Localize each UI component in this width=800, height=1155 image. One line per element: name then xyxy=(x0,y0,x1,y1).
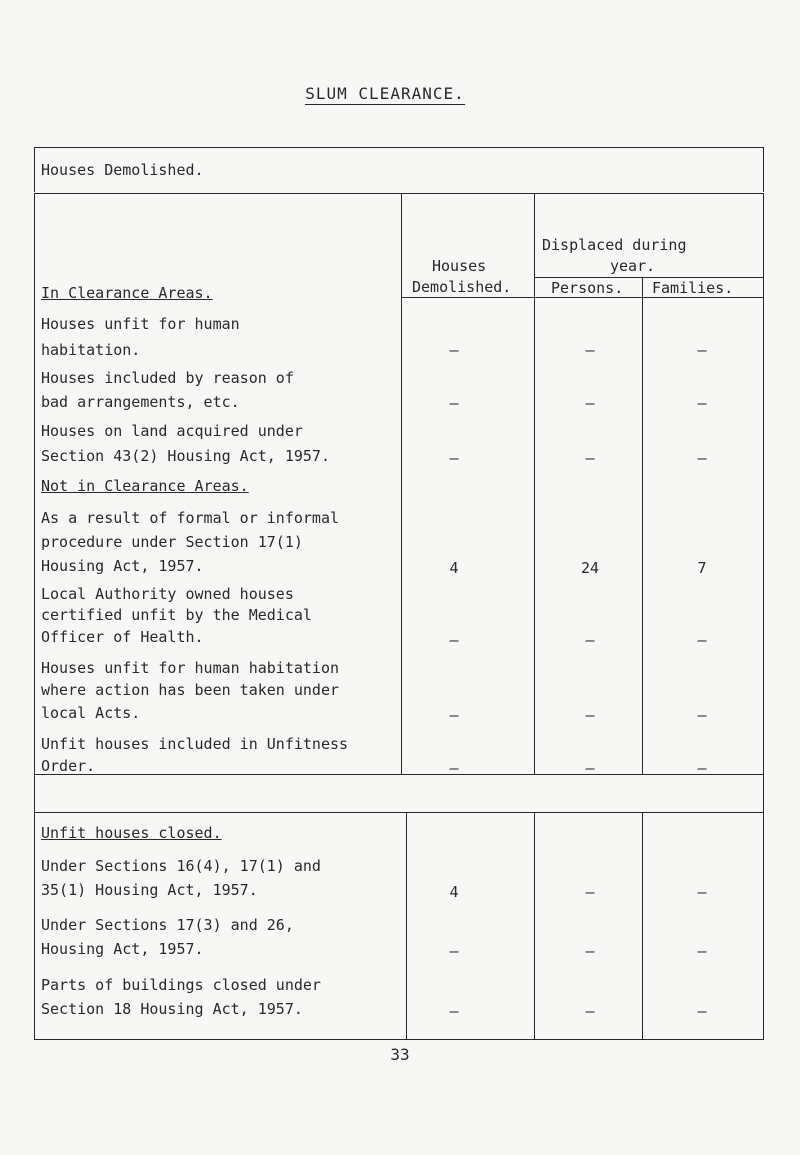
persons-value: – xyxy=(585,394,595,412)
families-value: – xyxy=(697,706,707,724)
header-displaced: Displaced during xyxy=(542,236,687,254)
row-label: Section 18 Housing Act, 1957. xyxy=(41,1000,303,1018)
row-label: certified unfit by the Medical xyxy=(41,606,312,624)
families-value: – xyxy=(697,1002,707,1020)
houses-value: – xyxy=(449,1002,459,1020)
row-label: where action has been taken under xyxy=(41,681,340,699)
header-families: Families. xyxy=(652,279,734,297)
persons-value: – xyxy=(585,706,595,724)
houses-value: 4 xyxy=(449,883,459,901)
houses-value: – xyxy=(449,706,459,724)
families-value: – xyxy=(697,883,707,901)
persons-value: – xyxy=(585,631,595,649)
table-caption: Houses Demolished. xyxy=(41,161,204,179)
row-label: Local Authority owned houses xyxy=(41,585,294,603)
row-label: Order. xyxy=(41,757,96,775)
header-demolished: Demolished. xyxy=(412,278,512,296)
header-houses: Houses xyxy=(432,257,487,275)
row-label: Section 43(2) Housing Act, 1957. xyxy=(41,447,330,465)
row-label: Houses unfit for human habitation xyxy=(41,659,340,677)
houses-value: 4 xyxy=(449,559,459,577)
page-title: SLUM CLEARANCE. xyxy=(305,84,465,103)
persons-value: 24 xyxy=(580,559,600,577)
row-label: Housing Act, 1957. xyxy=(41,557,204,575)
row-label: Houses on land acquired under xyxy=(41,422,303,440)
row-label: habitation. xyxy=(41,341,141,359)
houses-value: – xyxy=(449,942,459,960)
row-label: bad arrangements, etc. xyxy=(41,393,240,411)
persons-value: – xyxy=(585,942,595,960)
section-not-clearance-areas: Not in Clearance Areas. xyxy=(41,477,249,495)
families-value: – xyxy=(697,449,707,467)
row-label: 35(1) Housing Act, 1957. xyxy=(41,881,258,899)
page-number: 33 xyxy=(390,1045,410,1064)
closed-section-heading: Unfit houses closed. xyxy=(41,824,222,842)
families-value: – xyxy=(697,631,707,649)
row-label: Parts of buildings closed under xyxy=(41,976,321,994)
row-label: Unfit houses included in Unfitness xyxy=(41,735,349,753)
persons-value: – xyxy=(585,759,595,777)
row-label: Officer of Health. xyxy=(41,628,204,646)
persons-value: – xyxy=(585,1002,595,1020)
houses-value: – xyxy=(449,631,459,649)
families-value: 7 xyxy=(697,559,707,577)
houses-value: – xyxy=(449,394,459,412)
persons-value: – xyxy=(585,341,595,359)
row-label: local Acts. xyxy=(41,704,141,722)
row-label: As a result of formal or informal xyxy=(41,509,340,527)
row-label: Houses included by reason of xyxy=(41,369,294,387)
header-year: year. xyxy=(610,257,656,275)
families-value: – xyxy=(697,942,707,960)
row-label: Under Sections 17(3) and 26, xyxy=(41,916,294,934)
families-value: – xyxy=(697,341,707,359)
row-label: Houses unfit for human xyxy=(41,315,240,333)
spacer-box xyxy=(34,775,764,813)
houses-value: – xyxy=(449,759,459,777)
header-persons: Persons. xyxy=(551,279,624,297)
row-label: Housing Act, 1957. xyxy=(41,940,204,958)
houses-value: – xyxy=(449,449,459,467)
houses-value: – xyxy=(449,341,459,359)
row-label: procedure under Section 17(1) xyxy=(41,533,303,551)
persons-value: – xyxy=(585,883,595,901)
section-clearance-areas: In Clearance Areas. xyxy=(41,284,213,302)
row-label: Under Sections 16(4), 17(1) and xyxy=(41,857,321,875)
persons-value: – xyxy=(585,449,595,467)
families-value: – xyxy=(697,759,707,777)
families-value: – xyxy=(697,394,707,412)
